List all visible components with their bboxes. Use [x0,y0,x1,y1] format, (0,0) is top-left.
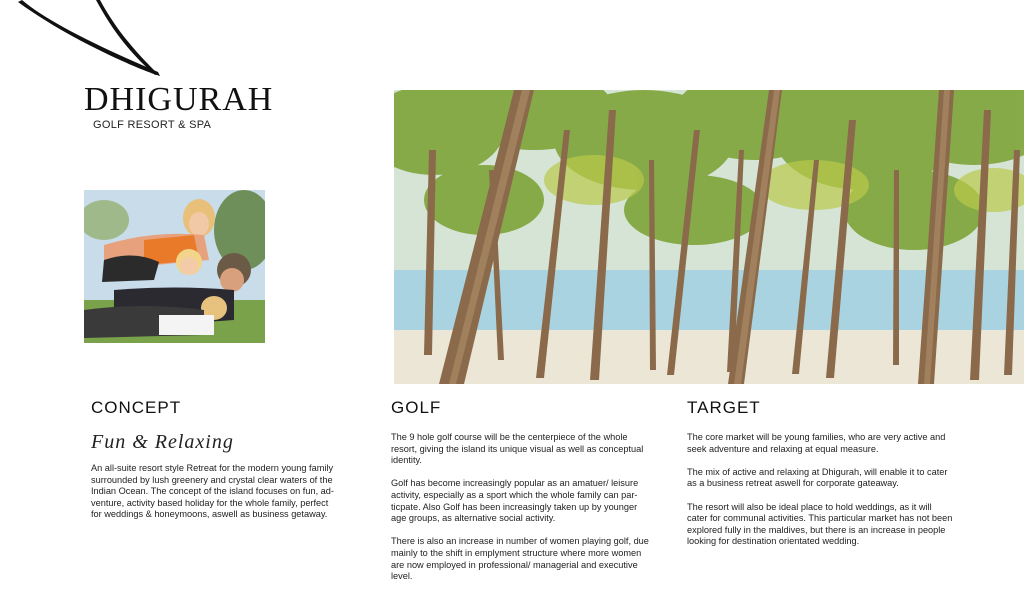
brand-title: DHIGURAH [84,81,274,118]
target-body: The core market will be young families, who are very active and seek adventure and relaxing at equal measure. The mix of active and relaxing at Dhigurah, will enable it to cater as a business retreat aswell for corporate gateaway. The resort will also be ideal place to hold weddings, as it will cater for communal activities. This particular market has not been explored fully in the maldives, but there is an increase in people looking for destination orientated wedding. [687,432,953,547]
palm-grove-photo [394,90,1024,384]
golf-body: The 9 hole golf course will be the centerpiece of the whole resort, giving the island its unique visual as well as conceptual identity. Golf has become increasingly popular as an amatuer/ leisure activity, especially as a sport which the whole family can par- ticpate. Also Golf has been increasingly taken up by younger age groups, as alternative social activity. There is also an increase in number of women playing golf, due mainly to the shift in emplyment structure where more women are now employed in professional/ managerial and executive level. [391,432,649,582]
concept-tagline: Fun & Relaxing [91,431,234,453]
family-photo [84,190,265,343]
concept-body: An all-suite resort style Retreat for the modern young family surrounded by lush greenery and crystal clear waters of the Indian Ocean. The concept of the island focuses on fun, ad- venture, activity based holiday for the whole family, perfect for weddings & honeymoons, aswell as business getaway. [91,463,334,520]
golf-heading: GOLF [391,398,442,417]
target-heading: TARGET [687,398,761,417]
logo-swoosh-icon [0,0,170,80]
golf-section [391,398,666,583]
brand-subtitle: GOLF RESORT & SPA [93,119,212,131]
concept-heading: CONCEPT [91,398,182,417]
concept-section [91,398,351,521]
target-section [687,398,977,548]
